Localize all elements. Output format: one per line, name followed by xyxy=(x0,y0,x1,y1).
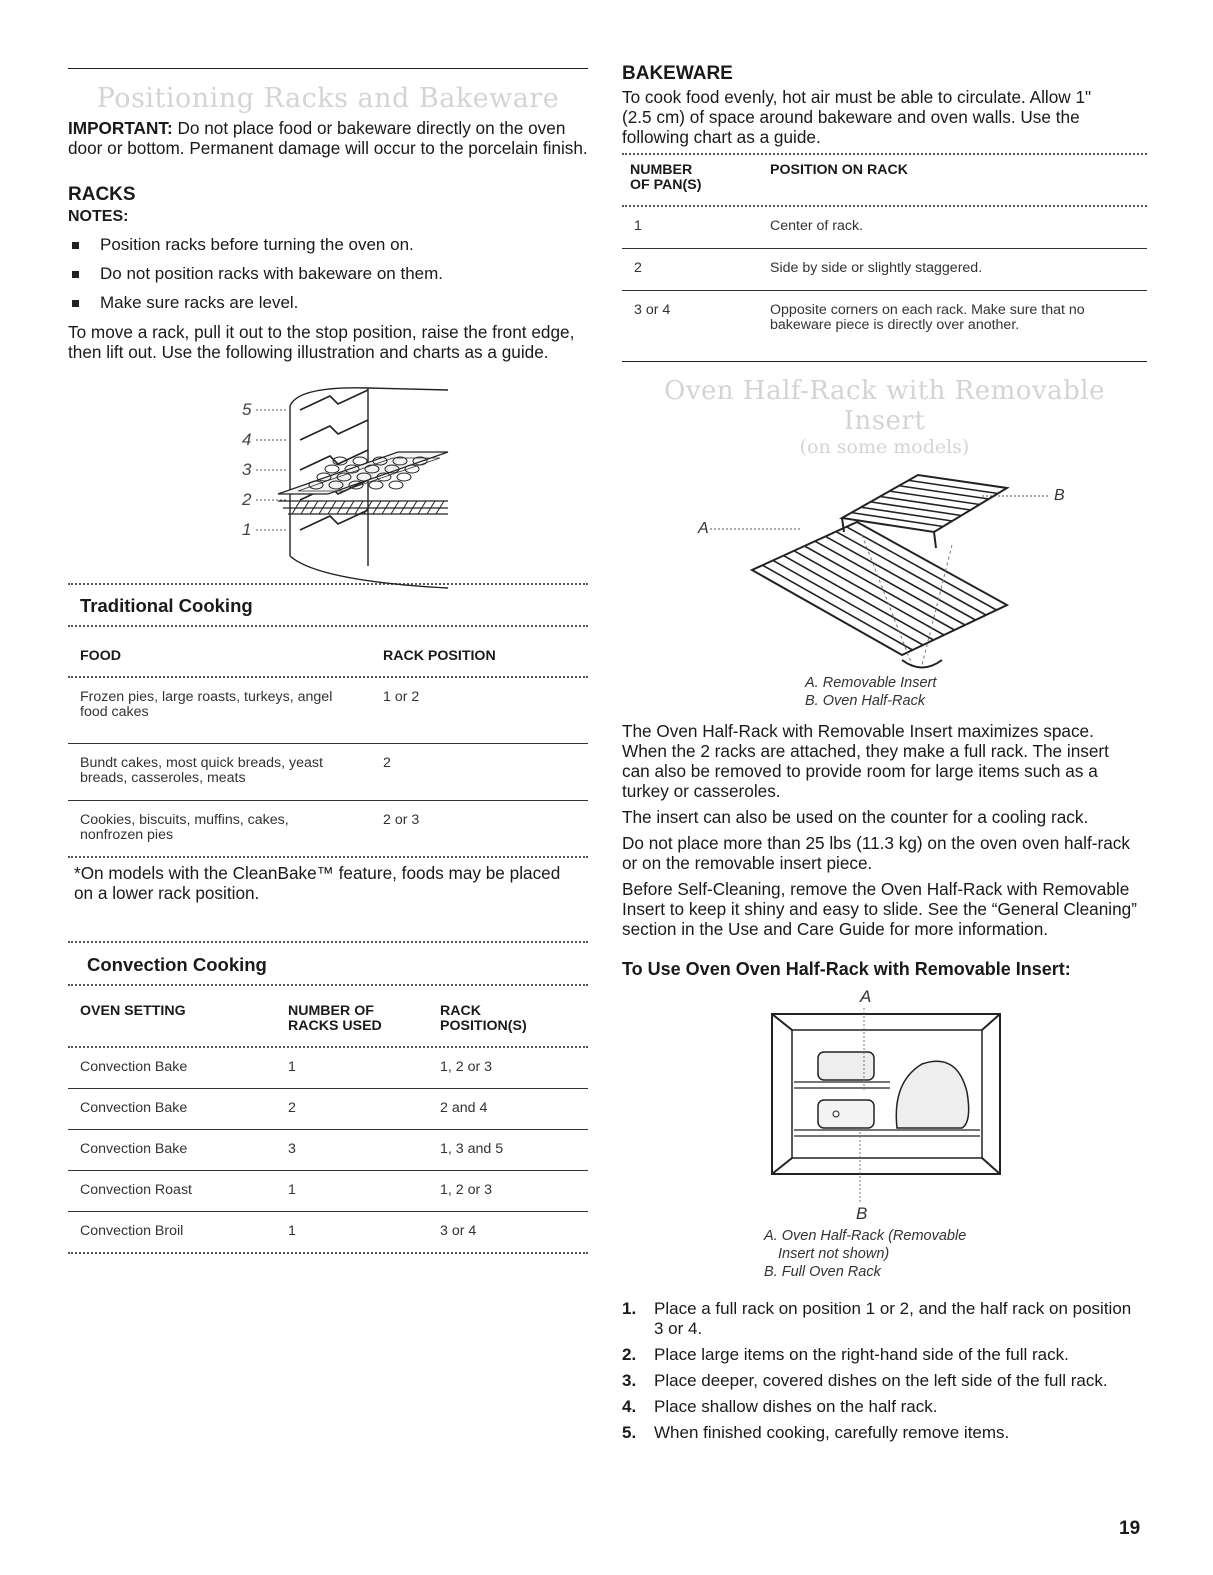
food-line: Bundt cakes, most quick breads, yeast xyxy=(80,755,323,771)
table-row xyxy=(68,1048,588,1088)
position-cell xyxy=(770,219,863,248)
instruction-steps xyxy=(622,1299,1142,1443)
position-cell: 1, 2 or 3 xyxy=(440,1182,493,1198)
cookie xyxy=(397,473,411,481)
food-cell xyxy=(80,756,383,786)
step-text: Place large items on the right-hand side of the full rack. xyxy=(654,1345,1069,1364)
rack-position-column-header: RACK POSITION xyxy=(383,648,496,664)
move-rack-text: To move a rack, pull it out to the stop position, raise the front edge, then lift out. Use the following illustration and charts as a guide. xyxy=(68,322,575,362)
dotted-rule xyxy=(68,856,588,858)
position-line: Side by side or slightly staggered. xyxy=(770,260,983,276)
pan-header-row xyxy=(622,155,1147,205)
dotted-rule xyxy=(68,1252,588,1254)
cookie xyxy=(369,481,383,489)
racks-heading: RACKS xyxy=(68,184,136,205)
caption-line: A. Oven Half-Rack (Removable xyxy=(764,1228,967,1244)
pan-number-cell: 3 or 4 xyxy=(634,302,671,318)
number-cell: 1 xyxy=(288,1223,296,1239)
table-row xyxy=(68,678,588,743)
halfrack-subtitle: (on some models) xyxy=(799,436,970,458)
step-number: 5. xyxy=(622,1423,637,1442)
dotted-rule xyxy=(68,583,588,585)
oven-setting-cell: Convection Bake xyxy=(80,1059,188,1075)
position-cell xyxy=(770,303,1085,361)
left-column xyxy=(68,60,588,1254)
table-row xyxy=(68,744,588,800)
rack-number-3: 3 xyxy=(242,460,252,479)
step-number: 3. xyxy=(622,1371,637,1390)
cleanbake-footnote xyxy=(68,863,588,903)
step-item xyxy=(622,1371,1142,1391)
caption-line: A. Removable Insert xyxy=(805,675,937,691)
covered-dish xyxy=(818,1100,874,1128)
caption-line: B. Oven Half-Rack xyxy=(805,693,926,709)
halfrack-paragraphs xyxy=(622,721,1137,939)
full-rack-shelf xyxy=(794,1130,980,1136)
oven-setting-cell: Convection Roast xyxy=(80,1182,192,1198)
food-column-header: FOOD xyxy=(80,648,121,664)
upper-half-rack xyxy=(842,475,1007,548)
table-row xyxy=(68,1089,588,1129)
half-rack-shelf xyxy=(794,1082,890,1088)
rack-number-1: 1 xyxy=(242,520,252,539)
rack-bar xyxy=(847,527,997,610)
note-item xyxy=(68,264,588,284)
rack-bar xyxy=(890,491,980,504)
step-text: Place shallow dishes on the half rack. xyxy=(654,1397,938,1416)
food-line: Cookies, biscuits, muffins, cakes, xyxy=(80,812,289,828)
position-line: Center of rack. xyxy=(770,218,864,234)
paragraph: The insert can also be used on the counter for a cooling rack. xyxy=(622,807,1089,827)
rack-bar xyxy=(826,536,976,620)
removable-insert-rack xyxy=(752,522,1007,655)
step-text: Place deeper, covered dishes on the left side of the full rack. xyxy=(654,1371,1108,1390)
step-number: 1. xyxy=(622,1299,637,1318)
table-row xyxy=(622,207,1147,248)
rack-bar xyxy=(763,565,913,650)
rack-numbers xyxy=(241,400,252,539)
position-cell xyxy=(770,261,982,290)
number-cell: 1 xyxy=(288,1182,296,1198)
shallow-dish xyxy=(818,1052,874,1080)
rack-number-5: 5 xyxy=(242,400,252,419)
pan-number-cell: 1 xyxy=(634,218,642,234)
header-line: OF PAN(S) xyxy=(630,177,702,193)
position-cell: 1, 3 and 5 xyxy=(440,1141,504,1157)
halfrack-title: Oven Half-Rack with Removable Insert xyxy=(664,376,1105,436)
position-on-rack-column-header: POSITION ON RACK xyxy=(770,162,908,178)
rack-bar xyxy=(784,556,934,640)
important-label: IMPORTANT: xyxy=(68,118,173,138)
rack-bar xyxy=(899,486,989,499)
cookie xyxy=(353,457,367,465)
step-item xyxy=(622,1299,1142,1339)
step-text: When finished cooking, carefully remove items. xyxy=(654,1423,1010,1442)
cookie xyxy=(389,481,403,489)
rack-positions-illustration xyxy=(68,366,588,591)
food-line: Frozen pies, large roasts, turkeys, angel xyxy=(80,689,333,705)
food-line: nonfrozen pies xyxy=(80,827,174,843)
convection-header-row xyxy=(68,986,588,1046)
traditional-cooking-title: Traditional Cooking xyxy=(80,595,253,616)
important-note xyxy=(68,118,588,158)
header-line: NUMBER OF xyxy=(288,1003,374,1019)
position-cell: 1, 2 or 3 xyxy=(440,1059,493,1075)
use-halfrack-heading: To Use Oven Oven Half-Rack with Removable Insert: xyxy=(622,959,1071,979)
label-a: A xyxy=(698,520,709,537)
oven-setting-cell: Convection Bake xyxy=(80,1141,188,1157)
paragraph: Do not place more than 25 lbs (11.3 kg) on the oven oven half-rack or on the removable insert piece. xyxy=(622,833,1130,873)
header-line: RACK xyxy=(440,1003,481,1019)
section-rule xyxy=(622,361,1147,362)
convection-cooking-title: Convection Cooking xyxy=(87,954,267,975)
number-of-pans-column-header xyxy=(630,163,770,193)
position-cell: 2 and 4 xyxy=(440,1100,488,1116)
traditional-header-row xyxy=(68,627,588,676)
right-column xyxy=(622,60,1147,1449)
section-title: Positioning Racks and Bakeware xyxy=(96,83,560,114)
food-line: food cakes xyxy=(80,704,149,720)
rack-position-cell: 1 or 2 xyxy=(383,689,420,705)
insert-support-lines xyxy=(862,535,952,665)
leader-lines xyxy=(256,410,288,530)
note-text: Make sure racks are level. xyxy=(100,293,299,312)
table-row xyxy=(68,1212,588,1252)
position-cell: 3 or 4 xyxy=(440,1223,477,1239)
table-row xyxy=(68,1171,588,1211)
rack-bar xyxy=(805,546,955,630)
rack-bar xyxy=(794,551,944,635)
number-cell: 2 xyxy=(288,1100,296,1116)
rack-bar xyxy=(861,507,952,521)
cookie xyxy=(325,465,339,473)
food-cell xyxy=(80,813,383,842)
bakeware-text: To cook food evenly, hot air must be able to circulate. Allow 1" (2.5 cm) of space around bakeware and oven walls. Use the following chart as a guide. xyxy=(622,87,1092,147)
caption-line: Insert not shown) xyxy=(778,1246,890,1262)
rack-bar xyxy=(852,513,944,527)
rack-bar xyxy=(871,502,962,516)
table-row xyxy=(68,1130,588,1170)
position-line: Opposite corners on each rack. Make sure that no xyxy=(770,302,1085,318)
rack-position-cell: 2 or 3 xyxy=(383,812,420,828)
note-text: Do not position racks with bakeware on them. xyxy=(100,264,444,283)
top-rule xyxy=(68,68,588,69)
figure2-caption xyxy=(622,1227,1147,1281)
step-number: 2. xyxy=(622,1345,637,1364)
step-item xyxy=(622,1345,1142,1365)
important-text: Do not place food or bakeware directly on the oven door or bottom. Permanent damage will occur to the porcelain finish. xyxy=(68,118,588,158)
header-line: POSITION(S) xyxy=(440,1018,527,1034)
header-line: RACKS USED xyxy=(288,1018,382,1034)
notes-heading: NOTES: xyxy=(68,208,129,225)
oven-interior-illustration xyxy=(622,982,1147,1227)
footnote-line: *On models with the CleanBake™ feature, foods may be placed xyxy=(74,863,561,883)
step-text: Place a full rack on position 1 or 2, and the half rack on position 3 or 4. xyxy=(654,1299,1132,1338)
food-line: breads, casseroles, meats xyxy=(80,770,246,786)
oven-setting-cell: Convection Broil xyxy=(80,1223,184,1239)
rack-number-4: 4 xyxy=(242,430,252,449)
dotted-rule xyxy=(68,941,588,943)
label-b: B xyxy=(1054,487,1065,504)
paragraph: The Oven Half-Rack with Removable Insert maximizes space. When the 2 racks are attached, they make a full rack. The insert can also be removed to provide room for large items such as a turkey or casseroles. xyxy=(622,721,1109,801)
position-line: bakeware piece is directly over another. xyxy=(770,317,1020,333)
rack-bar xyxy=(773,560,923,645)
number-of-racks-column-header xyxy=(288,1004,440,1034)
number-cell: 1 xyxy=(288,1059,296,1075)
table-row xyxy=(622,291,1147,361)
step-number: 4. xyxy=(622,1397,637,1416)
pan-number-cell: 2 xyxy=(634,260,642,276)
rack-number-2: 2 xyxy=(242,490,252,509)
rack-bar xyxy=(815,541,965,625)
bullet-icon xyxy=(72,271,79,278)
turkey xyxy=(896,1061,968,1128)
caption-line: B. Full Oven Rack xyxy=(764,1264,881,1280)
rack-bar xyxy=(880,497,971,511)
page-number: 19 xyxy=(1119,1518,1141,1539)
step-item xyxy=(622,1423,1142,1443)
note-item xyxy=(68,235,588,255)
footnote-line: on a lower rack position. xyxy=(74,883,260,903)
note-item xyxy=(68,293,588,313)
rack-position-cell: 2 xyxy=(383,755,391,771)
food-cell xyxy=(80,690,383,729)
bullet-icon xyxy=(72,242,79,249)
table-row xyxy=(68,801,588,856)
step-item xyxy=(622,1397,1142,1417)
halfrack-illustration xyxy=(622,460,1147,678)
label-a: A xyxy=(860,987,872,1006)
rack-positions-column-header xyxy=(440,1004,527,1034)
rack-bar xyxy=(836,532,986,615)
bullet-icon xyxy=(72,300,79,307)
table-row xyxy=(622,249,1147,290)
number-cell: 3 xyxy=(288,1141,296,1157)
figure1-caption xyxy=(622,674,1147,710)
rack-bar xyxy=(909,480,998,493)
oven-setting-column-header: OVEN SETTING xyxy=(80,1003,186,1019)
note-text: Position racks before turning the oven on. xyxy=(100,235,414,254)
oven-setting-cell: Convection Bake xyxy=(80,1100,188,1116)
paragraph: Before Self-Cleaning, remove the Oven Half-Rack with Removable Insert to keep it shiny and easy to slide. See the “General Cleaning” section in the Use and Care Guide for more information. xyxy=(622,879,1137,939)
header-line: NUMBER xyxy=(630,162,693,178)
label-b: B xyxy=(856,1204,868,1223)
bakeware-heading: BAKEWARE xyxy=(622,63,733,84)
